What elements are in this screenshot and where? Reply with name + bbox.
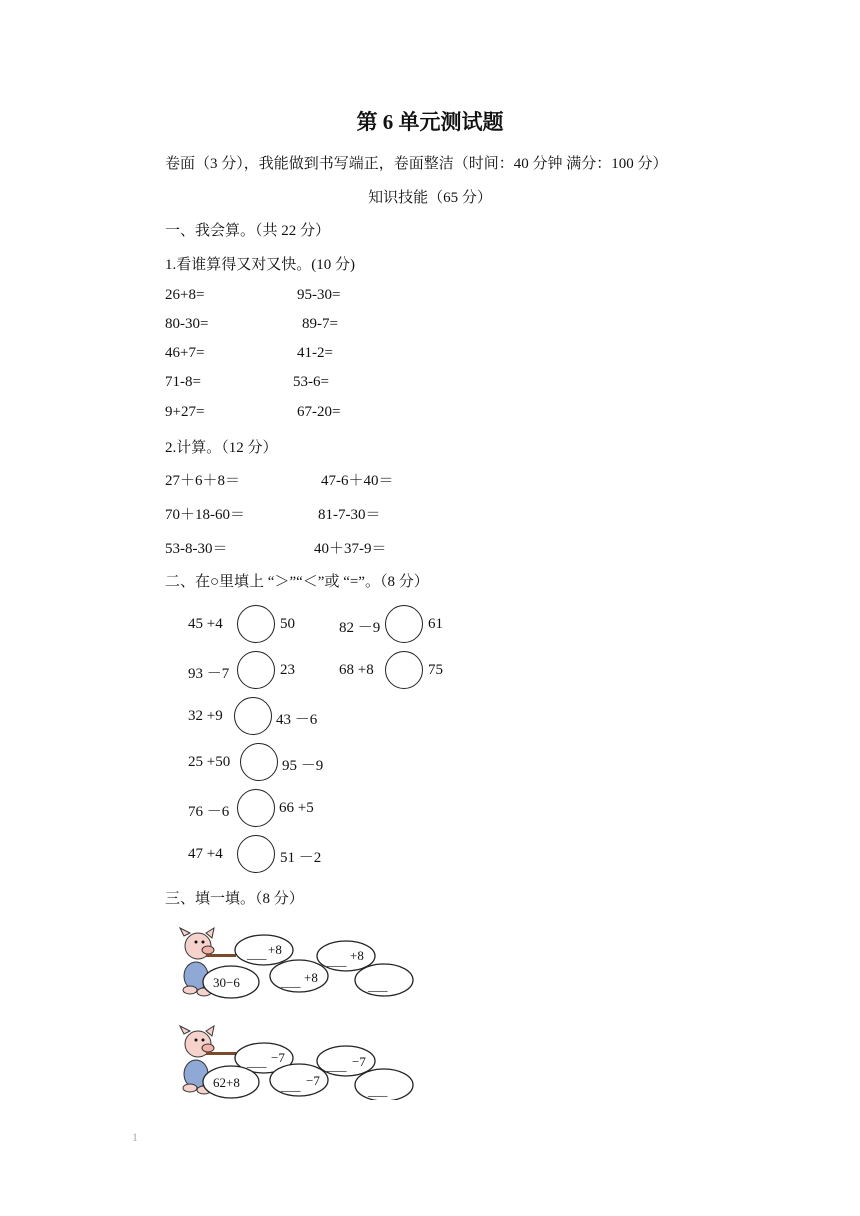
answer-circle[interactable] — [385, 605, 423, 643]
q1-expr: 71-8= — [165, 374, 201, 390]
compare-right: 75 — [428, 662, 443, 678]
answer-circle[interactable] — [237, 835, 275, 873]
chain-blank: ___ — [247, 946, 267, 961]
chain-blank: ___ — [247, 1054, 267, 1069]
q1-expr: 89-7= — [302, 316, 338, 332]
q1-heading: 1.看谁算得又对又快。(10 分) — [165, 257, 355, 273]
compare-left: 25 +50 — [188, 754, 231, 770]
chain-op: −7 — [271, 1050, 285, 1065]
answer-circle[interactable] — [237, 605, 275, 643]
part3-heading: 三、填一填。（8 分） — [165, 891, 304, 907]
part1-heading: 一、我会算。（共 22 分） — [165, 223, 331, 239]
section-skills: 知识技能（65 分） — [368, 190, 492, 206]
compare-left: 82 －9 — [339, 620, 381, 636]
header-note: 卷面（3 分），我能做到书写端正，卷面整洁（时间：40 分钟 满分：100 分） — [165, 156, 668, 172]
chain-figure-2 — [172, 1016, 422, 1100]
q2-expr: 70＋18-60＝ — [165, 507, 245, 523]
q1-expr: 41-2= — [297, 345, 333, 361]
chain-op: −7 — [352, 1054, 366, 1069]
compare-right: 61 — [428, 616, 443, 632]
chain-blank: ___ — [327, 953, 347, 968]
chain-op: +8 — [350, 948, 364, 963]
q1-expr: 95-30= — [297, 287, 341, 303]
q1-expr: 9+27= — [165, 404, 205, 420]
compare-right: 43 －6 — [276, 712, 318, 728]
compare-left: 68 +8 — [339, 662, 374, 678]
compare-right: 23 — [280, 662, 295, 678]
chain-blank: ___ — [281, 974, 301, 989]
q1-expr: 67-20= — [297, 404, 341, 420]
q1-expr: 80-30= — [165, 316, 209, 332]
answer-circle[interactable] — [240, 743, 278, 781]
q2-expr: 81-7-30＝ — [318, 507, 381, 523]
chain-figure-1 — [172, 918, 422, 1002]
q2-heading: 2.计算。（12 分） — [165, 440, 278, 456]
q1-expr: 46+7= — [165, 345, 205, 361]
chain-op: +8 — [268, 942, 282, 957]
q1-expr: 53-6= — [293, 374, 329, 390]
part2-heading: 二、在○里填上 “＞”“＜”或 “=”。（8 分） — [165, 574, 429, 590]
q2-expr: 53-8-30＝ — [165, 541, 228, 557]
q2-expr: 47-6＋40＝ — [321, 473, 394, 489]
compare-left: 47 +4 — [188, 846, 223, 862]
answer-circle[interactable] — [234, 697, 272, 735]
q2-expr: 40＋37-9＝ — [314, 541, 387, 557]
q1-expr: 26+8= — [165, 287, 205, 303]
compare-right: 66 +5 — [279, 800, 314, 816]
page-number: 1 — [132, 1130, 138, 1144]
chain-blank: ___ — [281, 1078, 301, 1093]
compare-right: 51 －2 — [280, 850, 322, 866]
chain-start: 62+8 — [213, 1075, 240, 1090]
compare-right: 50 — [280, 616, 295, 632]
chain-op: +8 — [304, 970, 318, 985]
answer-circle[interactable] — [237, 651, 275, 689]
compare-left: 76 －6 — [188, 804, 230, 820]
chain-blank: ___ — [327, 1058, 347, 1073]
compare-left: 32 +9 — [188, 708, 223, 724]
answer-circle[interactable] — [237, 789, 275, 827]
q2-expr: 27＋6＋8＝ — [165, 473, 241, 489]
chain-start: 30−6 — [213, 975, 240, 990]
chain-blank: ___ — [368, 978, 388, 993]
answer-circle[interactable] — [385, 651, 423, 689]
chain-blank: ___ — [368, 1083, 388, 1098]
compare-left: 93 －7 — [188, 666, 230, 682]
chain-op: −7 — [306, 1073, 320, 1088]
page-title: 第 6 单元测试题 — [356, 110, 504, 134]
compare-left: 45 +4 — [188, 616, 223, 632]
compare-right: 95 －9 — [282, 758, 324, 774]
